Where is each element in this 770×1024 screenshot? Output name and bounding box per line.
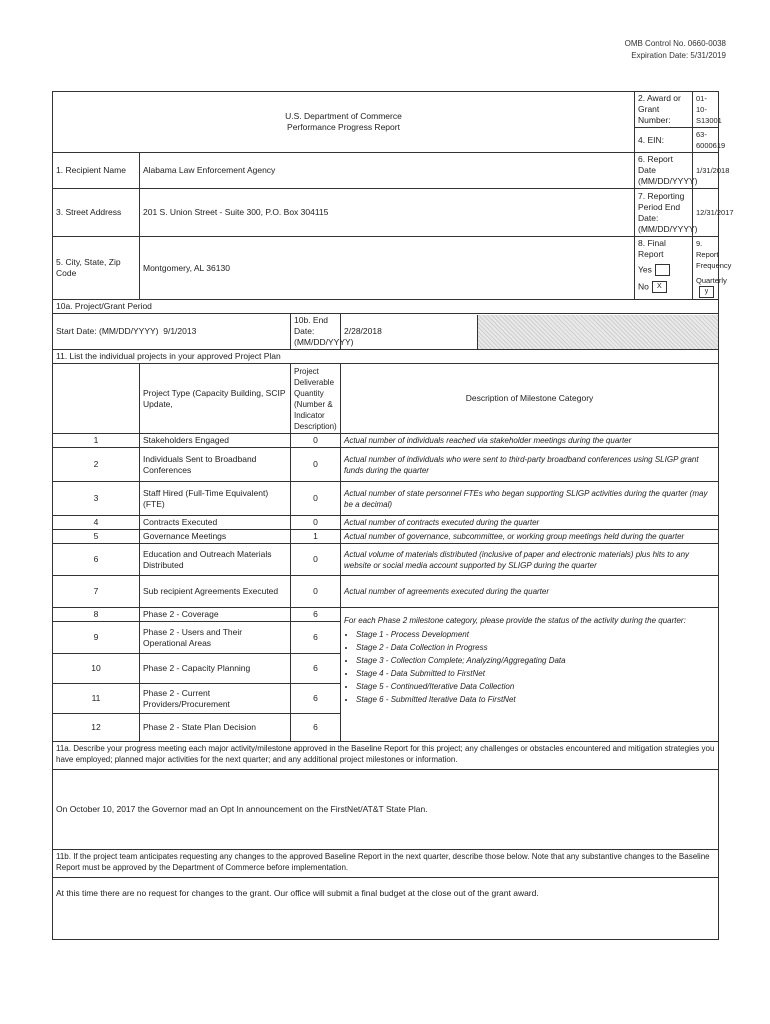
- recipient-name-value: Alabama Law Enforcement Agency: [140, 153, 635, 189]
- phase-2-stage-description: [341, 608, 719, 742]
- final-report-label: 8. Final Report: [638, 238, 666, 259]
- end-date-label: 10b. End Date: (MM/DD/YYYY): [291, 314, 341, 350]
- reporting-period-end-label: 7. Reporting Period End Date: (MM/DD/YYYY): [635, 189, 693, 237]
- table-row: [53, 544, 719, 576]
- project-type: Stakeholders Engaged: [140, 434, 291, 448]
- section-11b-label: 11b. If the project team anticipates requesting any changes to the approved Baseline Report in the next quarter, describe those below. Note that any substantive changes to the Baseline Report must be approved by the Department of Commerce before implementation.: [53, 850, 719, 878]
- deliverable-quantity: 6: [291, 714, 341, 742]
- row-number: 6: [53, 544, 140, 576]
- award-number-value: 01-10-S13001: [693, 92, 719, 128]
- project-type: Phase 2 - Current Providers/Procurement: [140, 684, 291, 714]
- final-report-yes-label: Yes: [638, 264, 652, 275]
- column-deliverable-quantity: Project Deliverable Quantity (Number & Indicator Description): [291, 364, 341, 434]
- start-date-value: 9/1/2013: [163, 326, 197, 337]
- deliverable-quantity: 0: [291, 516, 341, 530]
- row-number: 2: [53, 448, 140, 482]
- project-list-label: 11. List the individual projects in your approved Project Plan: [53, 350, 719, 364]
- table-row: [53, 576, 719, 608]
- stage-item: • Stage 3 - Collection Complete; Analyzing/Aggregating Data: [356, 654, 715, 667]
- stage-item: • Stage 2 - Data Collection in Progress: [356, 641, 715, 654]
- project-type: Phase 2 - Capacity Planning: [140, 654, 291, 684]
- stage-item: • Stage 5 - Continued/Iterative Data Collection: [356, 680, 715, 693]
- row-number: 5: [53, 530, 140, 544]
- milestone-description: Actual number of state personnel FTEs who began supporting SLIGP activities during the quarter (may be a decimal): [341, 482, 719, 516]
- deliverable-quantity: 6: [291, 654, 341, 684]
- ein-value: 63-6000619: [693, 128, 719, 153]
- row-number: 4: [53, 516, 140, 530]
- stage-item: • Stage 4 - Data Submitted to FirstNet: [356, 667, 715, 680]
- omb-control-number: OMB Control No. 0660-0038: [624, 39, 726, 48]
- street-address-label: 3. Street Address: [53, 189, 140, 237]
- project-type: Phase 2 - Users and Their Operational Areas: [140, 622, 291, 654]
- city-state-zip-label: 5. City, State, Zip Code: [53, 237, 140, 300]
- milestone-description: Actual number of individuals reached via stakeholder meetings during the quarter: [341, 434, 719, 448]
- award-number-label: 2. Award or Grant Number:: [635, 92, 693, 128]
- milestone-description: Actual number of contracts executed during the quarter: [341, 516, 719, 530]
- shaded-area: [478, 315, 718, 349]
- report-date-value: 1/31/2018: [693, 153, 719, 189]
- start-date-label: Start Date: (MM/DD/YYYY): [56, 326, 159, 337]
- section-11b-response: At this time there are no request for changes to the grant. Our office will submit a final budget at the close out of the grant award.: [53, 878, 719, 940]
- stage-list: [344, 628, 715, 706]
- row-number: 10: [53, 654, 140, 684]
- table-row: [53, 530, 719, 544]
- reporting-period-end-value: 12/31/2017: [693, 189, 719, 237]
- report-frequency-value: Quarterly: [696, 276, 727, 285]
- row-number: 1: [53, 434, 140, 448]
- final-report-no-label: No: [638, 281, 649, 292]
- project-type: Staff Hired (Full-Time Equivalent)(FTE): [140, 482, 291, 516]
- milestone-description: Actual number of individuals who were sent to third-party broadband conferences using SLIGP grant funds during the quarter: [341, 448, 719, 482]
- omb-info: [625, 38, 726, 62]
- row-number: 8: [53, 608, 140, 622]
- end-date-value: 2/28/2018: [341, 315, 478, 349]
- section-11a-response: On October 10, 2017 the Governor mad an Opt In announcement on the FirstNet/AT&T State Plan.: [53, 770, 719, 850]
- department-title: U.S. Department of Commerce: [285, 111, 402, 121]
- column-project-type: Project Type (Capacity Building, SCIP Update,: [140, 364, 291, 434]
- deliverable-quantity: 0: [291, 434, 341, 448]
- milestone-description: Actual number of agreements executed during the quarter: [341, 576, 719, 608]
- table-row: [53, 448, 719, 482]
- recipient-name-label: 1. Recipient Name: [53, 153, 140, 189]
- deliverable-quantity: 6: [291, 622, 341, 654]
- project-period-label: 10a. Project/Grant Period: [53, 300, 719, 314]
- ein-label: 4. EIN:: [635, 128, 693, 153]
- section-11a-label: 11a. Describe your progress meeting each major activity/milestone approved in the Baseline Report for this project; any challenges or obstacles encountered and mitigation strategies you have employed; planned major activities for the next quarter; and any additional project milestones or information.: [53, 742, 719, 770]
- project-type: Sub recipient Agreements Executed: [140, 576, 291, 608]
- project-type: Individuals Sent to Broadband Conferences: [140, 448, 291, 482]
- deliverable-quantity: 6: [291, 608, 341, 622]
- deliverable-quantity: 1: [291, 530, 341, 544]
- table-row: [53, 516, 719, 530]
- row-number: 11: [53, 684, 140, 714]
- table-row: [53, 482, 719, 516]
- deliverable-quantity: 0: [291, 544, 341, 576]
- final-report-yes-checkbox[interactable]: [655, 264, 670, 276]
- report-frequency-cell: [693, 237, 732, 300]
- row-number: 7: [53, 576, 140, 608]
- report-frequency-label: 9. Report Frequency: [696, 239, 732, 270]
- deliverable-quantity: 6: [291, 684, 341, 714]
- final-report-no-checkbox[interactable]: X: [652, 281, 667, 293]
- row-number: 12: [53, 714, 140, 742]
- city-state-zip-value: Montgomery, AL 36130: [140, 237, 635, 300]
- project-type: Governance Meetings: [140, 530, 291, 544]
- phase-2-intro: For each Phase 2 milestone category, please provide the status of the activity during the quarter:: [344, 616, 686, 626]
- omb-expiration-date: Expiration Date: 5/31/2019: [631, 51, 726, 60]
- stage-item: • Stage 6 - Submitted Iterative Data to FirstNet: [356, 693, 715, 706]
- form-header: [53, 92, 635, 153]
- report-frequency-checkbox[interactable]: y: [699, 286, 714, 298]
- report-title: Performance Progress Report: [287, 122, 400, 132]
- deliverable-quantity: 0: [291, 448, 341, 482]
- final-report-cell: [635, 237, 693, 300]
- table-row: [53, 608, 719, 622]
- start-date-cell: [53, 314, 291, 350]
- row-number: 9: [53, 622, 140, 654]
- milestone-description: Actual volume of materials distributed (inclusive of paper and electronic materials) plus hits to any website or social media account supported by SLIGP during the quarter: [341, 544, 719, 576]
- report-date-label: 6. Report Date (MM/DD/YYYY): [635, 153, 693, 189]
- project-type: Contracts Executed: [140, 516, 291, 530]
- street-address-value: 201 S. Union Street - Suite 300, P.O. Box 304115: [140, 189, 635, 237]
- deliverable-quantity: 0: [291, 482, 341, 516]
- deliverable-quantity: 0: [291, 576, 341, 608]
- project-type: Phase 2 - Coverage: [140, 608, 291, 622]
- performance-progress-report-form: [52, 91, 734, 940]
- project-type: Phase 2 - State Plan Decision: [140, 714, 291, 742]
- table-row: [53, 434, 719, 448]
- row-number: 3: [53, 482, 140, 516]
- stage-item: • Stage 1 - Process Development: [356, 628, 715, 641]
- project-type: Education and Outreach Materials Distributed: [140, 544, 291, 576]
- column-milestone-description: Description of Milestone Category: [341, 364, 719, 434]
- milestone-description: Actual number of governance, subcommittee, or working group meetings held during the quarter: [341, 530, 719, 544]
